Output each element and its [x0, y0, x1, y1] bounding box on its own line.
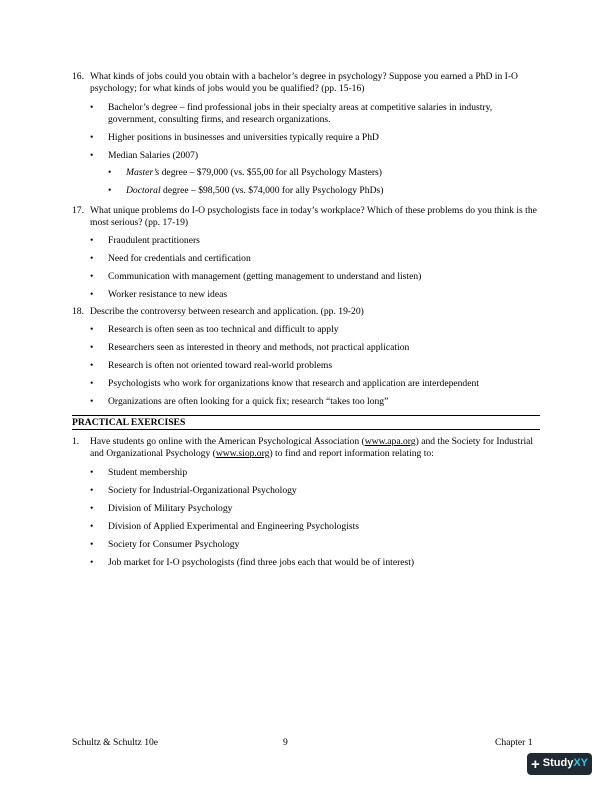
question-text: Describe the controversy between research and application. (pp. 19-20) [90, 306, 364, 317]
studyxy-logo[interactable] [527, 753, 592, 775]
bullet-icon: • [90, 467, 94, 478]
salary-sub-bullets [108, 167, 540, 203]
bullet-item: • Division of Applied Experimental and Engineering Psychologists [90, 520, 360, 532]
bullet-item: • Need for credentials and certification [90, 252, 251, 264]
bullet-icon: • [108, 167, 112, 178]
bullet-item: • Society for Industrial-Organizational Psychology [90, 484, 297, 496]
bullet-item: • Higher positions in businesses and universities typically require a PhD [90, 131, 379, 143]
plus-icon: + [530, 755, 540, 773]
bullet-item: • Worker resistance to new ideas [90, 288, 228, 300]
bullet-icon: • [90, 359, 94, 371]
siop-link[interactable]: www.siop.org [215, 447, 270, 459]
bullet-icon: • [108, 184, 112, 196]
bullet-icon: • [90, 131, 94, 143]
bullet-item: • Job market for I-O psychologists (find three jobs each that would be of interest) [90, 556, 415, 568]
question-number: 18. [72, 306, 84, 317]
question-text: What kinds of jobs could you obtain with a bachelor’s degree in psychology? Suppose you earned a PhD in I-O psychology; for what kinds of jobs would you be qualified? (pp. 15-16) [90, 71, 518, 94]
bullet-item: • Communication with management (getting management to understand and listen) [90, 270, 422, 282]
bullet-icon: • [90, 252, 94, 264]
apa-link[interactable]: www.apa.org [364, 436, 416, 447]
bullet-icon: • [90, 235, 94, 246]
bullet-item: • Doctoral degree – $98,500 (vs. $74,000 for ally Psychology PhDs) [108, 184, 384, 196]
bullet-item: • Master’s degree – $79,000 (vs. $55,00 for all Psychology Masters) [108, 167, 382, 178]
question-17 [72, 205, 540, 228]
exercise-number: 1. [72, 436, 80, 447]
question-number: 16. [72, 71, 84, 82]
question-text: What unique problems do I-O psychologists face in today’s workplace? Which of these problems do you think is the most serious? (pp. 17-19) [90, 205, 537, 228]
bullet-icon: • [90, 484, 94, 496]
bullet-icon: • [90, 288, 94, 300]
bullet-icon: • [90, 556, 94, 568]
logo-study-text: Study [542, 757, 574, 770]
question-18-bullets [90, 324, 540, 414]
question-number: 17. [72, 205, 84, 216]
exercise-text: Have students go online with the American Psychological Association (www.apa.org) and the Society for Industrial and Organizational Psychology (www.siop.org) to find and report information relating to: [90, 436, 534, 459]
bullet-item: • Society for Consumer Psychology [90, 538, 240, 550]
question-18 [72, 306, 540, 318]
bullet-icon: • [90, 324, 94, 335]
bullet-item: • Researchers seen as interested in theory and methods, not practical application [90, 341, 410, 353]
bullet-icon: • [90, 102, 94, 113]
exercise-1 [72, 436, 540, 459]
bullet-item: • Fraudulent practitioners [90, 235, 200, 246]
logo-xy-text: XY [573, 757, 588, 770]
bullet-item: • Research is often seen as too technical and difficult to apply [90, 324, 339, 335]
bullet-item: • Student membership [90, 467, 188, 478]
bullet-item: • Median Salaries (2007) [90, 149, 199, 161]
exercise-1-bullets [90, 467, 540, 575]
footer-left: Schultz & Schultz 10e [72, 737, 159, 748]
bullet-item: • Division of Military Psychology [90, 502, 233, 514]
bullet-icon: • [90, 538, 94, 550]
bullet-icon: • [90, 149, 94, 161]
bullet-item: • Research is often not oriented toward real-world problems [90, 359, 333, 371]
page-number: 9 [283, 737, 288, 748]
bullet-icon: • [90, 341, 94, 353]
bullet-item: • Organizations are often looking for a quick fix; research “takes too long” [90, 395, 389, 407]
footer-right: Chapter 1 [495, 737, 533, 748]
bullet-icon: • [90, 270, 94, 282]
question-16-bullets [90, 102, 540, 168]
bullet-icon: • [90, 377, 94, 389]
bullet-item: • Bachelor’s degree – find professional jobs in their specialty areas at competitive salaries in industry, government, consulting firms, and research organizations. [90, 102, 493, 125]
question-17-bullets [90, 235, 540, 307]
bullet-icon: • [90, 502, 94, 514]
bullet-icon: • [90, 520, 94, 532]
bullet-icon: • [90, 395, 94, 407]
question-16 [72, 71, 540, 94]
section-heading: PRACTICAL EXERCISES [72, 415, 540, 430]
bullet-item: • Psychologists who work for organizations know that research and application are interdependent [90, 377, 479, 389]
